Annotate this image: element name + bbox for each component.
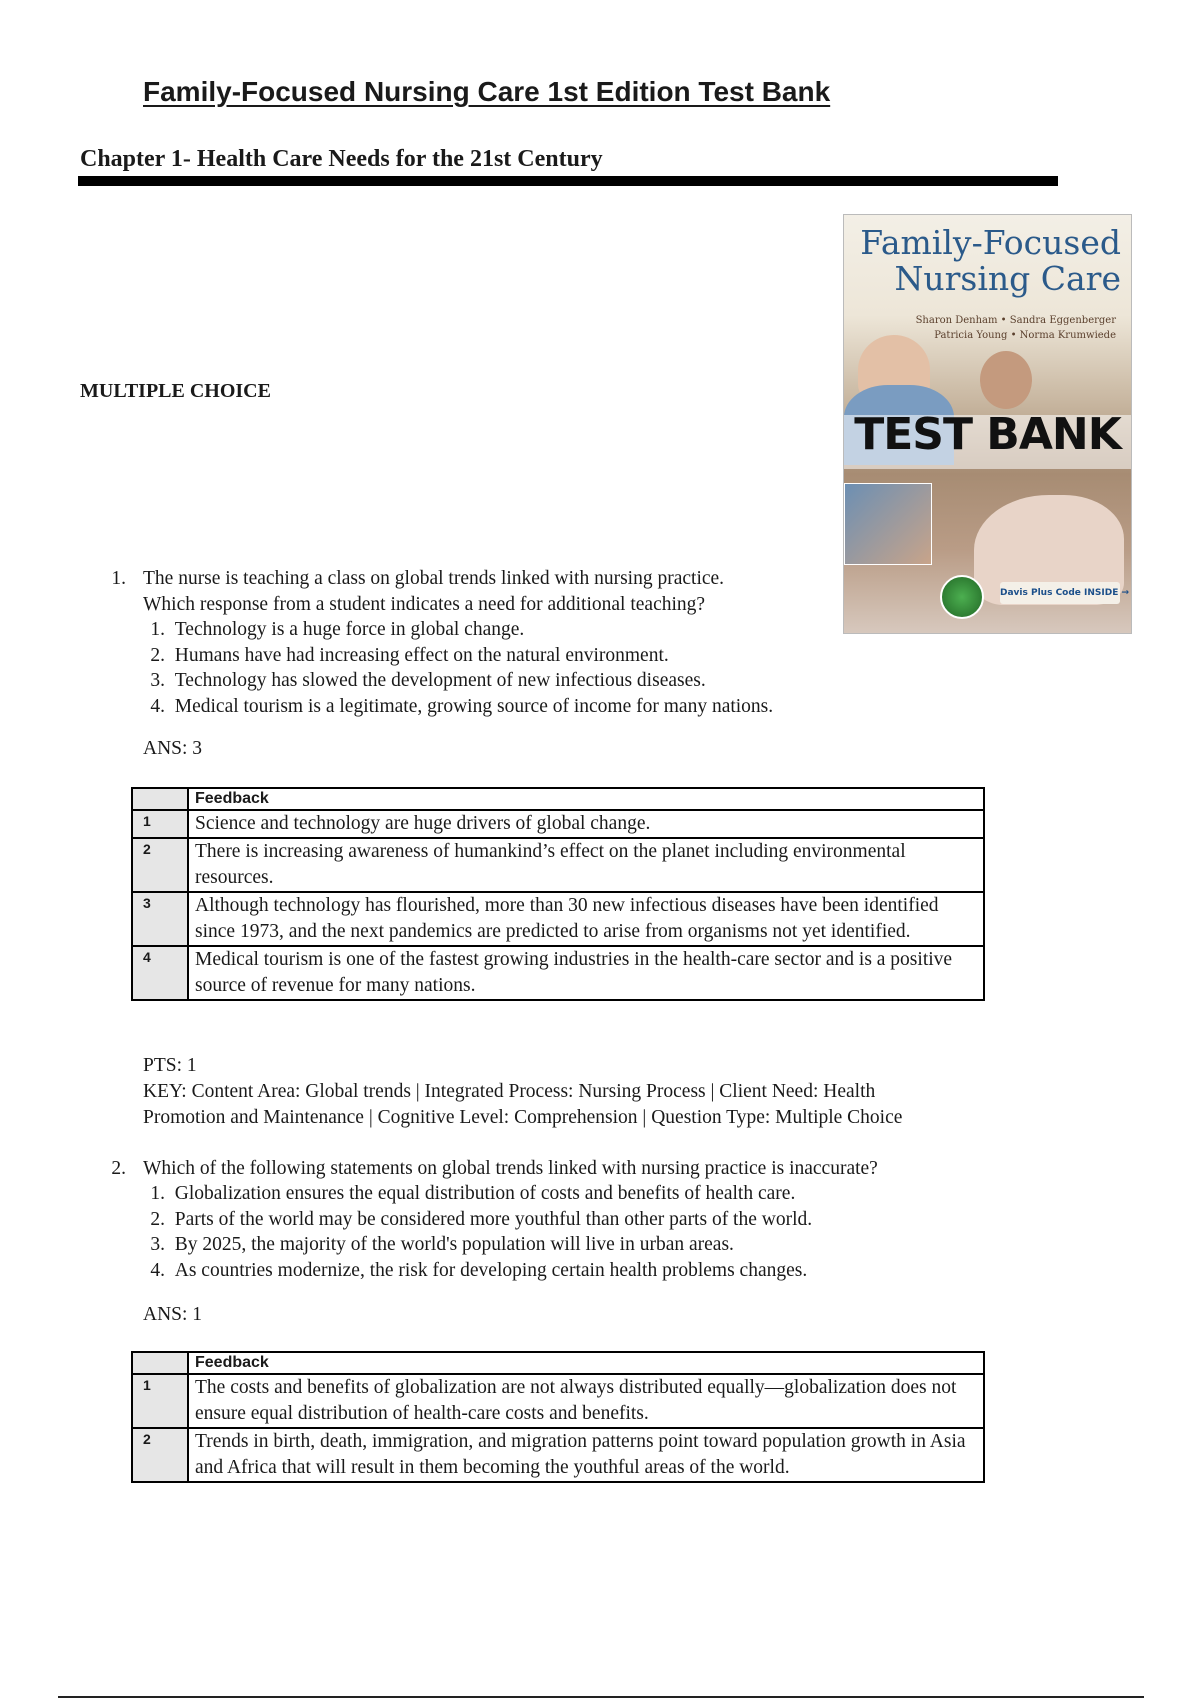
feedback-header-row — [132, 1352, 984, 1374]
feedback-row: 2 Trends in birth, death, immigration, and migration patterns point toward population growth in Asia and Africa that will result in them becoming the youthful areas of the world. — [132, 1428, 984, 1482]
answer-options — [143, 617, 773, 719]
feedback-row: 2 There is increasing awareness of humankind’s effect on the planet including environmental resources. — [132, 838, 984, 892]
option-item: 1. Globalization ensures the equal distribution of costs and benefits of health care. — [150, 1183, 796, 1204]
feedback-row: 1 The costs and benefits of globalization are not always distributed equally—globalization does not ensure equal distribution of health-care costs and benefits. — [132, 1374, 984, 1428]
cover-father-figure — [980, 351, 1032, 409]
answer-key: ANS: 1 — [143, 1304, 203, 1325]
answer-key: ANS: 3 — [143, 738, 203, 759]
feedback-table — [131, 1351, 985, 1483]
option-item: 1. Technology is a huge force in global change. — [150, 619, 525, 640]
option-item: 4. As countries modernize, the risk for developing certain health problems changes. — [150, 1259, 808, 1281]
book-cover-image — [843, 214, 1132, 634]
option-item: 2. Humans have had increasing effect on the natural environment. — [150, 644, 669, 666]
section-heading: MULTIPLE CHOICE — [80, 380, 271, 402]
heading-rule — [78, 176, 1058, 186]
question-number: 1. — [111, 568, 126, 589]
cover-test-bank-overlay: TEST BANK — [854, 409, 1121, 460]
option-item: 3. Technology has slowed the development of new infectious diseases. — [150, 670, 706, 691]
question-stem: The nurse is teaching a class on global trends linked with nursing practice. Which response from a student indicates a need for additional teaching? — [143, 568, 725, 615]
question-stem: Which of the following statements on global trends linked with nursing practice is inaccurate? — [143, 1158, 878, 1179]
option-item: 2. Parts of the world may be considered more youthful than other parts of the world. — [150, 1208, 813, 1230]
bottom-rule — [58, 1696, 1144, 1698]
cover-authors: Sharon Denham • Sandra Eggenberger Patricia Young • Norma Krumwiede — [915, 315, 1116, 341]
key-metadata: KEY: Content Area: Global trends | Integrated Process: Nursing Process | Client Need: Health Promotion and Maintenance | Cognitive Level: Comprehension | Question Type: Multiple Choice — [143, 1081, 903, 1128]
feedback-header: Feedback — [188, 788, 984, 810]
feedback-row: 1 Science and technology are huge drivers of global change. — [132, 810, 984, 838]
document-title: Family-Focused Nursing Care 1st Edition Test Bank — [143, 76, 831, 107]
question-number: 2. — [111, 1158, 126, 1179]
cover-family-photo — [844, 483, 932, 565]
feedback-row: 4 Medical tourism is one of the fastest growing industries in the health-care sector and is a positive source of revenue for many nations. — [132, 946, 984, 1000]
feedback-table — [131, 787, 985, 1001]
feedback-header-row — [132, 788, 984, 810]
cover-title: Family-Focused Nursing Care — [860, 223, 1121, 298]
globe-icon — [940, 575, 984, 619]
option-item: 3. By 2025, the majority of the world's population will live in urban areas. — [150, 1234, 734, 1255]
chapter-heading: Chapter 1- Health Care Needs for the 21st Century — [80, 146, 603, 172]
answer-options — [143, 1181, 812, 1283]
cover-code-badge: Davis Plus Code INSIDE → — [1000, 582, 1120, 604]
points: PTS: 1 — [143, 1055, 197, 1076]
feedback-row: 3 Although technology has flourished, more than 30 new infectious diseases have been identified since 1973, and the next pandemics are predicted to arise from organisms not yet identified. — [132, 892, 984, 946]
option-item: 4. Medical tourism is a legitimate, growing source of income for many nations. — [150, 695, 774, 717]
feedback-header: Feedback — [188, 1352, 984, 1374]
